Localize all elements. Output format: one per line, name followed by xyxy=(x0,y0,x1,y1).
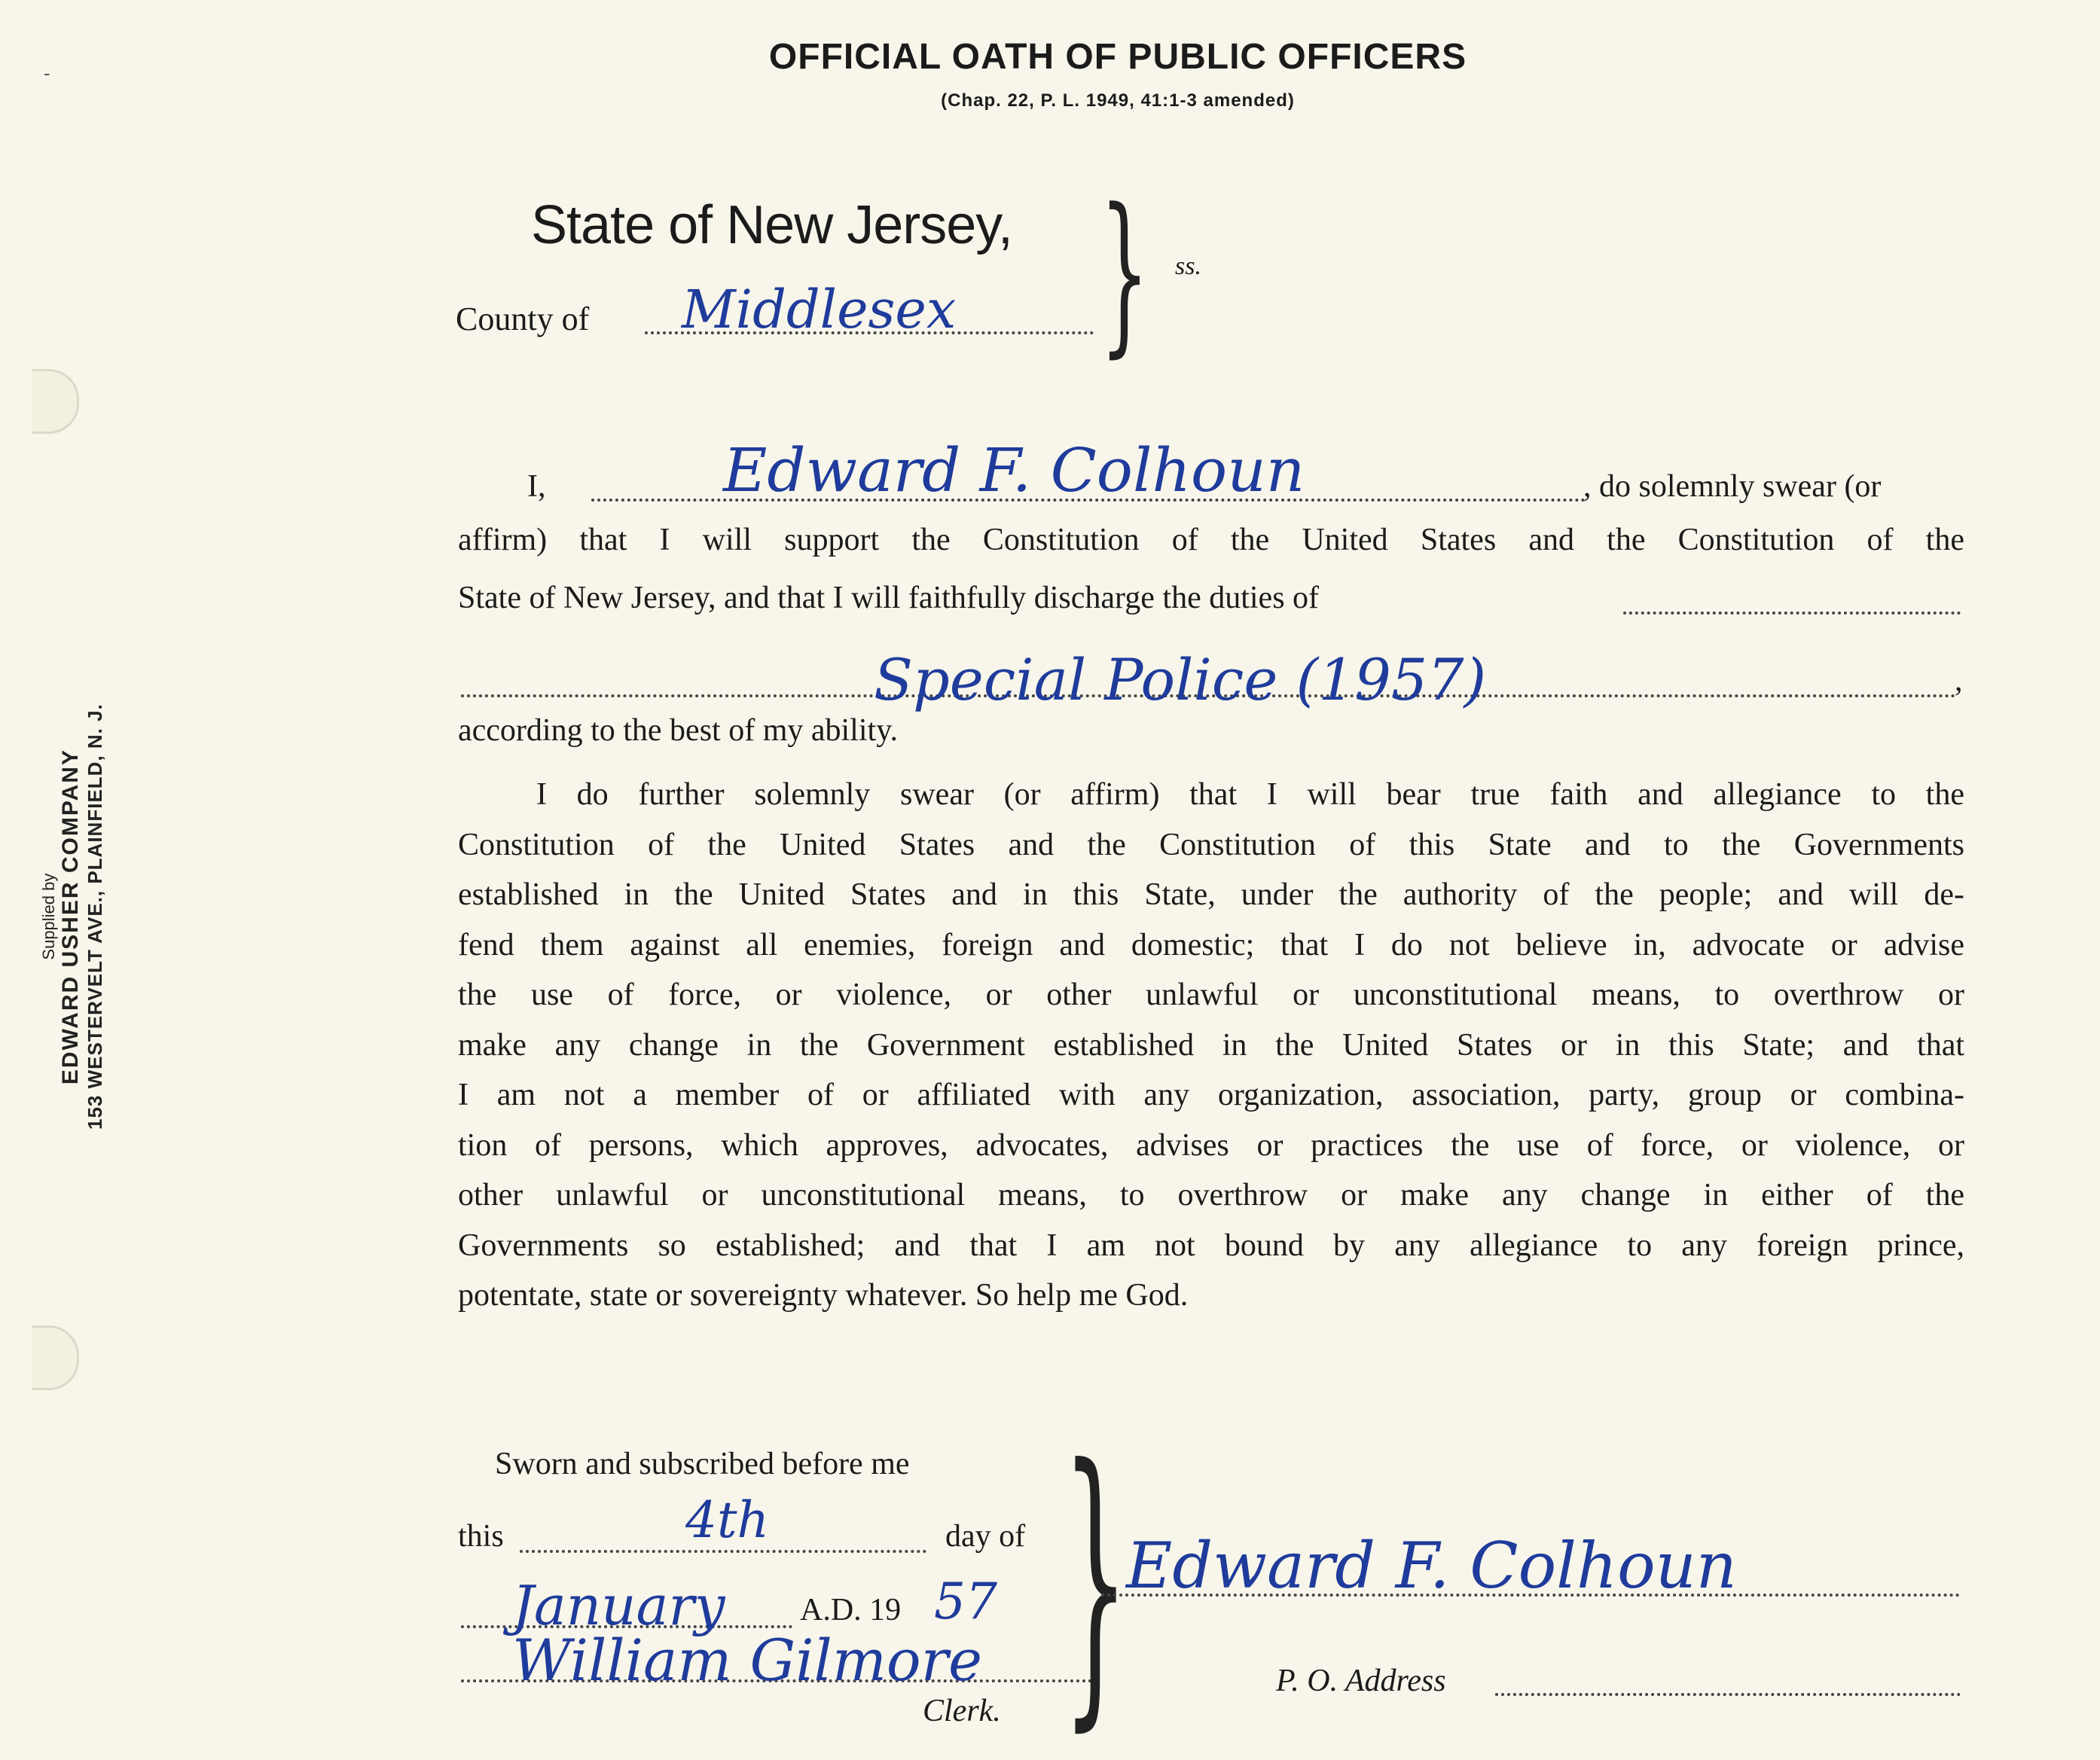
sworn-label: Sworn and subscribed before me xyxy=(495,1447,910,1481)
jurat-brace: } xyxy=(1062,1406,1130,1756)
state-label: State of New Jersey, xyxy=(531,195,1012,255)
margin-mark: - xyxy=(44,62,50,84)
duties-dotted-line-1 xyxy=(1623,612,1961,615)
paragraph-line: I do further solemnly swear (or affirm) that I will bear true faith and allegiance to the xyxy=(536,777,1964,812)
paragraph-line: tion of persons, which approves, advocates, advises or practices the use of force, or violence, or xyxy=(458,1127,1964,1163)
year-handwritten: 57 xyxy=(934,1572,997,1630)
day-of-label: day of xyxy=(945,1519,1026,1554)
swear-text: , do solemnly swear (or xyxy=(1583,469,1882,504)
duties-handwritten: Special Police (1957) xyxy=(874,646,1487,713)
oath-line-2: affirm) that I will support the Constitution of the United States and the Constitution of the xyxy=(458,523,1964,557)
supplier-line-2: EDWARD USHER COMPANY xyxy=(58,749,84,1085)
oath-paragraph-2 xyxy=(458,770,1964,1321)
day-handwritten: 4th xyxy=(685,1491,770,1549)
clerk-signature: William Gilmore xyxy=(512,1627,982,1694)
supplier-imprint xyxy=(39,703,107,1130)
duties-comma: , xyxy=(1955,663,1963,698)
officer-signature: Edward F. Colhoun xyxy=(1126,1529,1737,1603)
paragraph-line: make any change in the Government established in the United States or in this State; and that xyxy=(458,1027,1964,1063)
po-address-dotted-line xyxy=(1495,1693,1961,1696)
paragraph-line: Constitution of the United States and the Constitution of this State and to the Governments xyxy=(458,827,1964,862)
month-handwritten: January xyxy=(512,1574,725,1637)
clerk-label: Clerk. xyxy=(923,1694,1001,1728)
paragraph-line: the use of force, or violence, or other unlawful or unconstitutional means, to overthrow or xyxy=(458,978,1964,1012)
county-label: County of xyxy=(456,300,590,337)
ss-label: ss. xyxy=(1175,252,1201,280)
oath-line-3: State of New Jersey, and that I will faithfully discharge the duties of xyxy=(458,581,1320,615)
paragraph-line: Governments so established; and that I am not bound by any allegiance to any foreign prince, xyxy=(458,1228,1964,1263)
document-title: OFFICIAL OATH OF PUBLIC OFFICERS xyxy=(768,37,1467,77)
supplier-line-3: 153 WESTERVELT AVE., PLAINFIELD, N. J. xyxy=(83,703,106,1130)
i-label: I, xyxy=(527,469,546,504)
paragraph-line: I am not a member of or affiliated with any organization, association, party, group or combina- xyxy=(458,1078,1964,1112)
supplier-line-1: Supplied by xyxy=(39,873,58,960)
day-dotted-line xyxy=(520,1550,926,1553)
venue-brace: } xyxy=(1100,172,1149,374)
county-handwritten: Middlesex xyxy=(682,279,957,340)
paragraph-line: potentate, state or sovereignty whatever. So help me God. xyxy=(458,1278,1189,1313)
paragraph-line: established in the United States and in this State, under the authority of the people; and will de- xyxy=(458,877,1964,912)
po-address-label: P. O. Address xyxy=(1276,1664,1446,1698)
paragraph-line: other unlawful or unconstitutional means, to overthrow or make any change in either of the xyxy=(458,1178,1964,1212)
ad-label: A.D. 19 xyxy=(800,1593,902,1627)
document-subtitle: (Chap. 22, P. L. 1949, 41:1-3 amended) xyxy=(941,90,1295,111)
name-handwritten: Edward F. Colhoun xyxy=(723,435,1305,505)
oath-line-5: according to the best of my ability. xyxy=(458,713,898,748)
punch-hole-bottom xyxy=(32,1325,79,1390)
paragraph-line: fend them against all enemies, foreign and domestic; that I do not believe in, advocate or advise xyxy=(458,927,1964,962)
this-label: this xyxy=(458,1519,504,1554)
punch-hole-top xyxy=(32,369,79,434)
